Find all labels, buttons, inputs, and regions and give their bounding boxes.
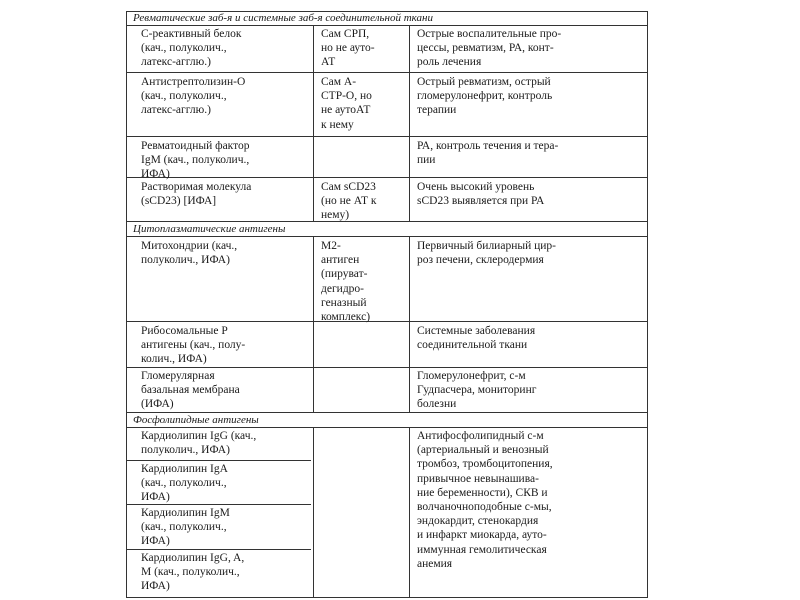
row-ribo-diagnosis: Системные заболевания соединительной ткани (417, 325, 536, 352)
row-cl-combined-analyte: Кардиолипин IgG, A, M (кач., полуколич., ИФА) (141, 552, 245, 593)
row-mito-diagnosis: Первичный билиарный цир- роз печени, склеродермия (417, 240, 556, 267)
section-rheumatic: Ревматические заб-я и системные заб-я соединительной ткани (133, 12, 433, 24)
row-crp-diagnosis: Острые воспалительные про- цессы, ревматизм, РА, конт- роль лечения (417, 28, 562, 69)
row-cl-igm-analyte: Кардиолипин IgM (кач., полуколич., ИФА) (141, 507, 230, 548)
row-gbm-diagnosis: Гломерулонефрит, с-м Гудпасчера, мониторинг болезни (417, 370, 537, 411)
row-ribo-analyte: Рибосомальные Р антигены (кач., полу- колич., ИФА) (141, 325, 246, 366)
row-cl-igg-analyte: Кардиолипин IgG (кач., полуколич., ИФА) (141, 430, 257, 457)
row-mito-analyte: Митохондрии (кач., полуколич., ИФА) (141, 240, 238, 267)
section-cytoplasmic: Цитоплазматические антигены (133, 223, 286, 235)
row-gbm-analyte: Гломерулярная базальная мембрана (ИФА) (141, 370, 240, 411)
row-cl-iga-analyte: Кардиолипин IgA (кач., полуколич., ИФА) (141, 463, 228, 504)
row-crp-analyte: С-реактивный белок (кач., полуколич., латекс-агглю.) (141, 28, 242, 69)
row-aso-diagnosis: Острый ревматизм, острый гломерулонефрит, контроль терапии (417, 76, 553, 117)
row-aso-antigen: Сам А- СТР-О, но не аутоАТ к нему (321, 76, 372, 131)
row-scd23-diagnosis: Очень высокий уровень sCD23 выявляется при РА (417, 181, 545, 208)
cardiolipin-diagnosis: Антифосфолипидный с-м (артериальный и венозный тромбоз, тромбоцитопения, привычное невынашива- ние беременности), СКВ и волчаночноподобные с-мы, эндокардит, стенокардия и инфаркт миокарда, ауто- иммунная гемолитическая анемия (417, 430, 553, 570)
row-mito-antigen: М2- антиген (пируват- дегидро- геназный комплекс) (321, 240, 371, 324)
row-scd23-analyte: Растворимая молекула (sCD23) [ИФА] (141, 181, 252, 208)
row-aso-analyte: Антистрептолизин-О (кач., полуколич., латекс-агглю.) (141, 76, 246, 117)
row-rf-analyte: Ревматоидный фактор IgM (кач., полуколич., ИФА) (141, 140, 250, 181)
row-rf-diagnosis: РА, контроль течения и тера- пии (417, 140, 559, 167)
row-crp-antigen: Сам СРП, но не ауто- АТ (321, 28, 375, 69)
reference-table (126, 11, 648, 598)
row-scd23-antigen: Сам sCD23 (но не АТ к нему) (321, 181, 377, 222)
section-phospholipid: Фосфолипидные антигены (133, 414, 259, 426)
